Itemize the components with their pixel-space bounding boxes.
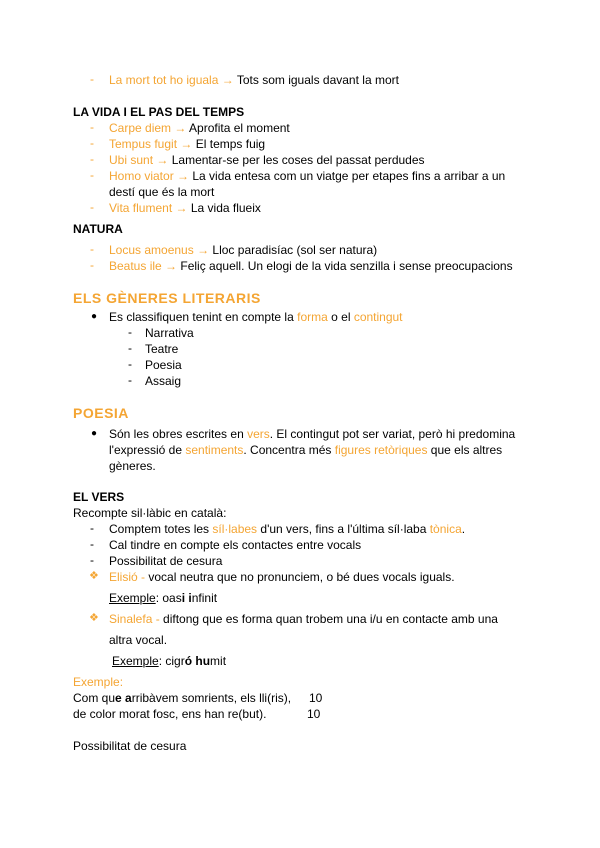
genre-item: Poesia (145, 358, 182, 372)
list-item (109, 152, 425, 168)
exemple-label: Exemple: (73, 675, 124, 689)
elisio-item (109, 569, 455, 585)
text: : oas (155, 591, 182, 605)
list-item (109, 136, 265, 152)
term-sinalefa: Sinalefa - (109, 612, 160, 626)
keyword-sentiments: sentiments (185, 443, 244, 457)
arrow: → (221, 73, 234, 87)
term: Tempus fugit (109, 137, 178, 151)
diamond-bullet-icon: ❖ (89, 612, 99, 624)
definition: Tots som iguals davant la mort (236, 73, 399, 87)
exemple-line-1 (73, 690, 291, 706)
text: . Concentra més (243, 443, 335, 457)
text: mit (210, 654, 227, 668)
text: nfinit (191, 591, 218, 605)
arrow: → (180, 137, 193, 151)
sinalefa-item (109, 611, 498, 627)
recompte-text: Recompte sil·làbic en català: (73, 506, 227, 520)
poesia-line-2 (109, 442, 502, 458)
section-heading-vers: EL VERS (73, 490, 125, 504)
arrow: → (174, 121, 187, 135)
poesia-line-3: gèneres. (109, 459, 156, 473)
text: diftong que es forma quan trobem una i/u en contacte amb una (159, 612, 498, 626)
highlight: e a (115, 691, 132, 705)
arrow: → (156, 153, 169, 167)
diamond-bullet-icon: ❖ (89, 570, 99, 582)
list-item (109, 242, 377, 258)
text: o el (327, 310, 354, 324)
dash-marker: - (90, 200, 94, 214)
text: : cigr (158, 654, 185, 668)
list-item (109, 200, 261, 216)
dash-marker: - (128, 357, 132, 371)
term: Beatus ile (109, 259, 162, 273)
dash-marker: - (128, 325, 132, 339)
keyword-figures: figures retòriques (334, 443, 428, 457)
dash-marker: - (90, 521, 94, 535)
dash-marker: - (90, 242, 94, 256)
list-item (109, 120, 290, 136)
arrow: → (177, 169, 190, 183)
vers-item (109, 521, 465, 537)
arrow: → (197, 243, 210, 257)
dash-marker: - (90, 136, 94, 150)
term: Homo viator (109, 169, 174, 183)
term: La mort tot ho iguala (109, 73, 219, 87)
text: Es classifiquen tenint en compte la (109, 310, 298, 324)
cesura-text: Possibilitat de cesura (73, 739, 187, 753)
term: Ubi sunt (109, 153, 154, 167)
dash-marker: - (90, 72, 94, 86)
text: que els altres (427, 443, 503, 457)
list-item (109, 168, 505, 184)
bullet-marker: ● (91, 311, 98, 322)
definition-continued: destí que és la mort (109, 185, 215, 199)
sinalefa-continued: altra vocal. (109, 633, 168, 647)
keyword-sillabes: síl·labes (212, 522, 258, 536)
exemple-line-2: de color morat fosc, ens han re(but). (73, 707, 267, 721)
term: Carpe diem (109, 121, 172, 135)
example-sinalefa (112, 653, 226, 669)
definition: La vida entesa com un viatge per etapes fins a arribar a un (192, 169, 506, 183)
section-heading-poesia: POESIA (73, 405, 129, 421)
text: d'un vers, fins a l'última síl·laba (257, 522, 430, 536)
text: l'expressió de (109, 443, 186, 457)
definition: Feliç aquell. Un elogi de la vida senzilla i sense preocupacions (180, 259, 513, 273)
text: . (461, 522, 466, 536)
text: Són les obres escrites en (109, 427, 248, 441)
section-heading-generes: ELS GÈNERES LITERARIS (73, 290, 261, 306)
term: Locus amoenus (109, 243, 194, 257)
list-item (109, 72, 399, 88)
syllable-count: 10 (309, 691, 323, 705)
vers-item: Cal tindre en compte els contactes entre vocals (109, 538, 362, 552)
vers-item: Possibilitat de cesura (109, 554, 223, 568)
syllable-count: 10 (307, 707, 321, 721)
definition: Aprofita el moment (189, 121, 290, 135)
arrow: → (165, 259, 178, 273)
genre-item: Narrativa (145, 326, 194, 340)
example-elisio (109, 590, 217, 606)
arrow: → (175, 201, 188, 215)
list-item (109, 258, 513, 274)
definition: Lloc paradisíac (sol ser natura) (212, 243, 378, 257)
dash-marker: - (90, 553, 94, 567)
text: Com qu (73, 691, 116, 705)
definition: La vida flueix (190, 201, 261, 215)
dash-marker: - (90, 258, 94, 272)
dash-marker: - (90, 168, 94, 182)
definition: Lamentar-se per les coses del passat perdudes (171, 153, 425, 167)
text: rribàvem somrients, els lli(ris), (131, 691, 292, 705)
term-elisio: Elisió - (109, 570, 146, 584)
dash-marker: - (90, 152, 94, 166)
dash-marker: - (90, 120, 94, 134)
bullet-marker: ● (91, 428, 98, 439)
term: Vita flument (109, 201, 173, 215)
section-heading-vida: LA VIDA I EL PAS DEL TEMPS (73, 105, 245, 119)
dash-marker: - (128, 373, 132, 387)
poesia-line-1 (109, 426, 515, 442)
highlight: i i (181, 591, 192, 605)
keyword-vers: vers (247, 427, 270, 441)
example-label: Exemple (109, 591, 156, 605)
genre-item: Assaig (145, 374, 182, 388)
bullet-item (109, 309, 403, 325)
example-label: Exemple (112, 654, 159, 668)
dash-marker: - (90, 537, 94, 551)
genre-item: Teatre (145, 342, 179, 356)
highlight: ó hu (184, 654, 211, 668)
text: . El contingut pot ser variat, però hi predomina (269, 427, 516, 441)
dash-marker: - (128, 341, 132, 355)
text: vocal neutra que no pronunciem, o bé dues vocals iguals. (145, 570, 455, 584)
keyword-contingut: contingut (353, 310, 403, 324)
keyword-forma: forma (297, 310, 328, 324)
definition: El temps fuig (195, 137, 266, 151)
keyword-tonica: tònica (429, 522, 462, 536)
section-heading-natura: NATURA (73, 222, 123, 236)
text: Comptem totes les (109, 522, 213, 536)
